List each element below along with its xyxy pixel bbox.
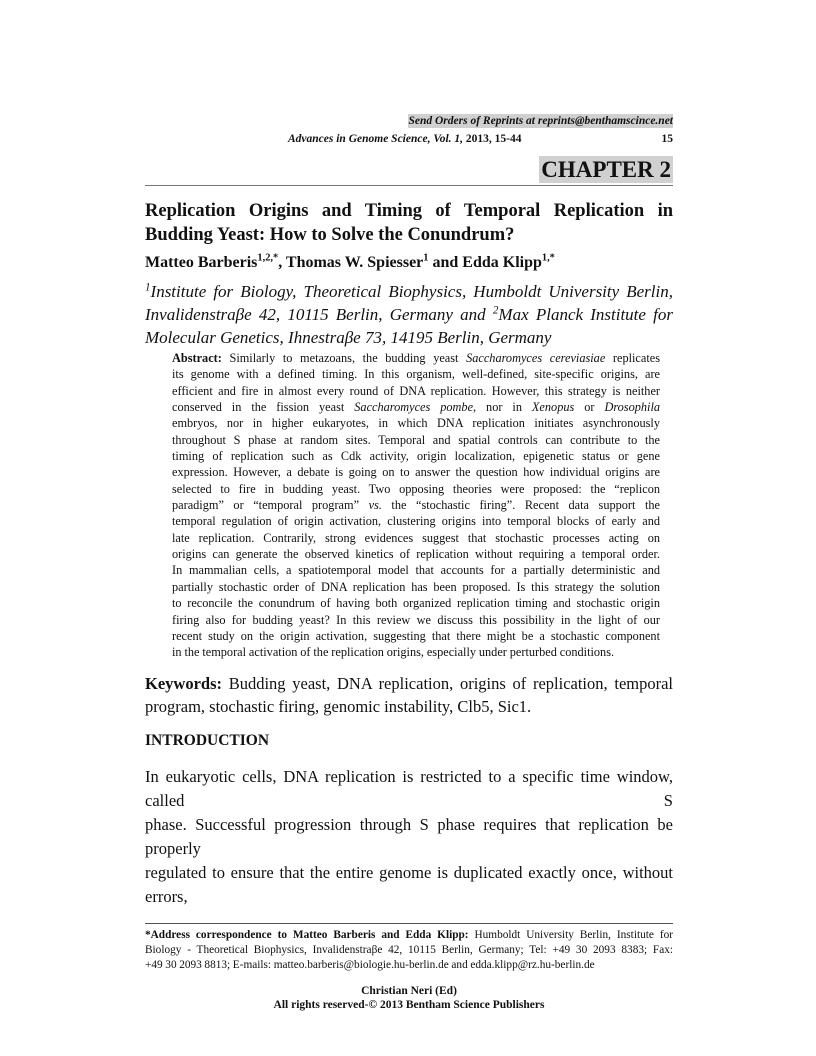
text-line <box>172 415 660 431</box>
text-run: Budding yeast, DNA replication, origins of replication, temporal <box>222 673 673 693</box>
author-name: Edda Klipp <box>462 254 542 271</box>
text-line <box>172 546 660 562</box>
reprints-notice: Send Orders of Reprints at reprints@benthamscince.net <box>408 115 673 127</box>
text-line <box>145 928 673 943</box>
text-line <box>172 579 660 595</box>
abstract <box>172 350 660 661</box>
chapter-title <box>145 200 673 247</box>
text-line <box>172 612 660 628</box>
text-run: or <box>574 400 605 415</box>
text-line <box>145 672 673 695</box>
text-line <box>145 695 673 718</box>
text-line <box>172 399 660 415</box>
text-run: regulated to ensure that the entire genome is duplicated exactly once, without errors, <box>145 862 673 906</box>
text-line <box>172 464 660 480</box>
text-line <box>145 984 673 999</box>
text-run: temporal regulation of origin activation, clustering origins into temporal blocks of early and <box>172 514 660 529</box>
text-line <box>145 303 673 326</box>
header-divider <box>145 185 673 186</box>
text-run: origins can generate the observed kinetics of replication without requiring a temporal order. <box>172 547 660 562</box>
text-run: phase. Successful progression through S phase requires that replication be properly <box>145 814 673 858</box>
text-run: Biology - Theoretical Biophysics, Invalidenstraβe 42, 10115 Berlin, Germany; Tel: +49 30 2093 8383; Fax: <box>145 943 673 956</box>
author-affiliation-mark: 1,2,* <box>257 252 279 264</box>
text-run: recent study on the origin activation, suggesting that there might be a stochastic component <box>172 628 660 643</box>
author-list <box>145 253 673 272</box>
bold-label: *Address correspondence to Matteo Barberis and Edda Klipp: <box>145 928 469 941</box>
text-line <box>172 513 660 529</box>
text-run: Christian Neri (Ed) <box>361 984 457 997</box>
text-line <box>172 432 660 448</box>
text-line <box>172 383 660 399</box>
page-body <box>145 200 673 1013</box>
text-line <box>145 326 673 349</box>
text-run: Max Planck Institute for <box>498 305 673 324</box>
affiliation-mark: 2 <box>492 304 499 317</box>
text-line <box>145 943 673 958</box>
text-line <box>172 530 660 546</box>
journal-name: Advances in Genome Science, Vol. 1, <box>288 133 464 145</box>
journal-year-pages: 2013, 15-44 <box>463 133 522 145</box>
text-run: the “stochastic firing”. Recent data support the <box>381 498 660 513</box>
text-run: timing of replication such as Cdk activity, origin localization, epigenetic status or gene <box>172 449 660 464</box>
text-line <box>172 628 660 644</box>
text-line <box>145 224 673 248</box>
text-run: its genome with a defined timing. In this organism, well-defined, site-specific origins, are <box>172 367 660 382</box>
text-line <box>145 280 673 303</box>
text-run: All rights reserved-© 2013 Bentham Science Publishers <box>273 999 545 1012</box>
correspondence-footnote <box>145 928 673 973</box>
text-line <box>172 562 660 578</box>
chapter-label: CHAPTER 2 <box>541 157 671 182</box>
journal-header <box>288 132 673 146</box>
author-separator: and <box>428 254 463 271</box>
text-line <box>145 765 673 813</box>
text-run: vs. <box>368 498 382 513</box>
section-heading: INTRODUCTION <box>145 731 270 749</box>
text-line <box>145 958 673 973</box>
text-line <box>172 481 660 497</box>
text-run: replicates <box>605 351 661 365</box>
text-line <box>172 595 660 611</box>
text-run: expression. However, a debate is going on to answer the question how individual origins are <box>172 465 660 480</box>
bold-label: Abstract: <box>172 351 222 365</box>
text-line <box>172 350 660 366</box>
text-run: Similarly to metazoans, the budding yeast <box>221 351 467 365</box>
text-line <box>172 644 660 660</box>
text-line <box>145 998 673 1013</box>
text-run: partially stochastic order of DNA replication has been proposed. Is this strategy the solution <box>172 579 660 594</box>
text-run: Invalidenstraβe 42, 10115 Berlin, Germany and <box>145 305 493 324</box>
text-run: Budding Yeast: How to Solve the Conundrum? <box>145 224 515 245</box>
text-run: Drosophila <box>604 400 661 415</box>
text-line <box>172 366 660 382</box>
text-run: to reconcile the conundrum of having both organized replication timing and stochastic origin <box>172 596 660 611</box>
text-run: embryos, nor in higher eukaryotes, in which DNA replication initiates asynchronously <box>172 416 660 431</box>
journal-citation <box>288 132 522 146</box>
text-line <box>145 813 673 861</box>
text-run: Replication Origins and Timing of Temporal Replication in <box>145 201 673 221</box>
text-run: Molecular Genetics, Ihnestraβe 73, 14195 Berlin, Germany <box>145 328 552 347</box>
text-run: firing also for budding yeast? In this review we discuss this possibility in the light of our <box>172 612 660 627</box>
text-run: throughout S phase at random sites. Temporal and spatial controls can contribute to the <box>172 432 660 447</box>
text-run: conserved in the fission yeast <box>172 400 355 415</box>
introduction-paragraph <box>145 765 673 909</box>
text-line <box>145 861 673 909</box>
text-run: , nor in <box>473 400 532 415</box>
author-name: Matteo Barberis <box>145 254 258 271</box>
text-run: selected to fire in budding yeast. Two opposing theories were proposed: the “replicon <box>172 481 660 496</box>
footnote-divider <box>145 923 673 924</box>
author-affiliation-mark: 1,* <box>541 252 555 264</box>
text-run: In mammalian cells, a spatiotemporal model that accounts for a partially deterministic and <box>172 563 660 578</box>
text-run: Humboldt University Berlin, Institute for <box>468 928 673 941</box>
text-line <box>145 200 673 224</box>
text-run: paradigm” or “temporal program” <box>172 498 369 513</box>
page-number: 15 <box>661 133 673 145</box>
text-run: efficient and fire in almost every round of DNA replication. However, this strategy is neither <box>172 383 660 398</box>
text-run: Institute for Biology, Theoretical Biophysics, Humboldt University Berlin, <box>150 282 673 301</box>
text-run: Saccharomyces pombe <box>354 400 474 415</box>
author-separator: , <box>278 254 286 271</box>
affiliations <box>145 280 673 349</box>
text-run: In eukaryotic cells, DNA replication is restricted to a specific time window, called S <box>145 766 673 810</box>
publisher-info <box>145 984 673 1013</box>
text-line <box>172 448 660 464</box>
text-run: program, stochastic firing, genomic instability, Clb5, Sic1. <box>145 696 532 716</box>
text-run: Saccharomyces cereviasiae <box>466 351 606 365</box>
author-name: Thomas W. Spiesser <box>285 254 424 271</box>
bold-label: Keywords: <box>145 673 222 693</box>
keywords <box>145 672 673 718</box>
affiliation-mark: 1 <box>145 281 151 294</box>
text-run: +49 30 2093 8813; E-mails: matteo.barberis@biologie.hu-berlin.de and edda.klipp@rz.hu-berlin.de <box>145 958 595 971</box>
text-line <box>172 497 660 513</box>
text-run: in the temporal activation of the replication origins, especially under perturbed conditions. <box>172 645 615 660</box>
author-affiliation-mark: 1 <box>423 252 429 264</box>
text-run: Xenopus <box>531 400 575 415</box>
text-run: late replication. Contrarily, strong evidences suggest that stochastic processes acting on <box>172 530 660 545</box>
